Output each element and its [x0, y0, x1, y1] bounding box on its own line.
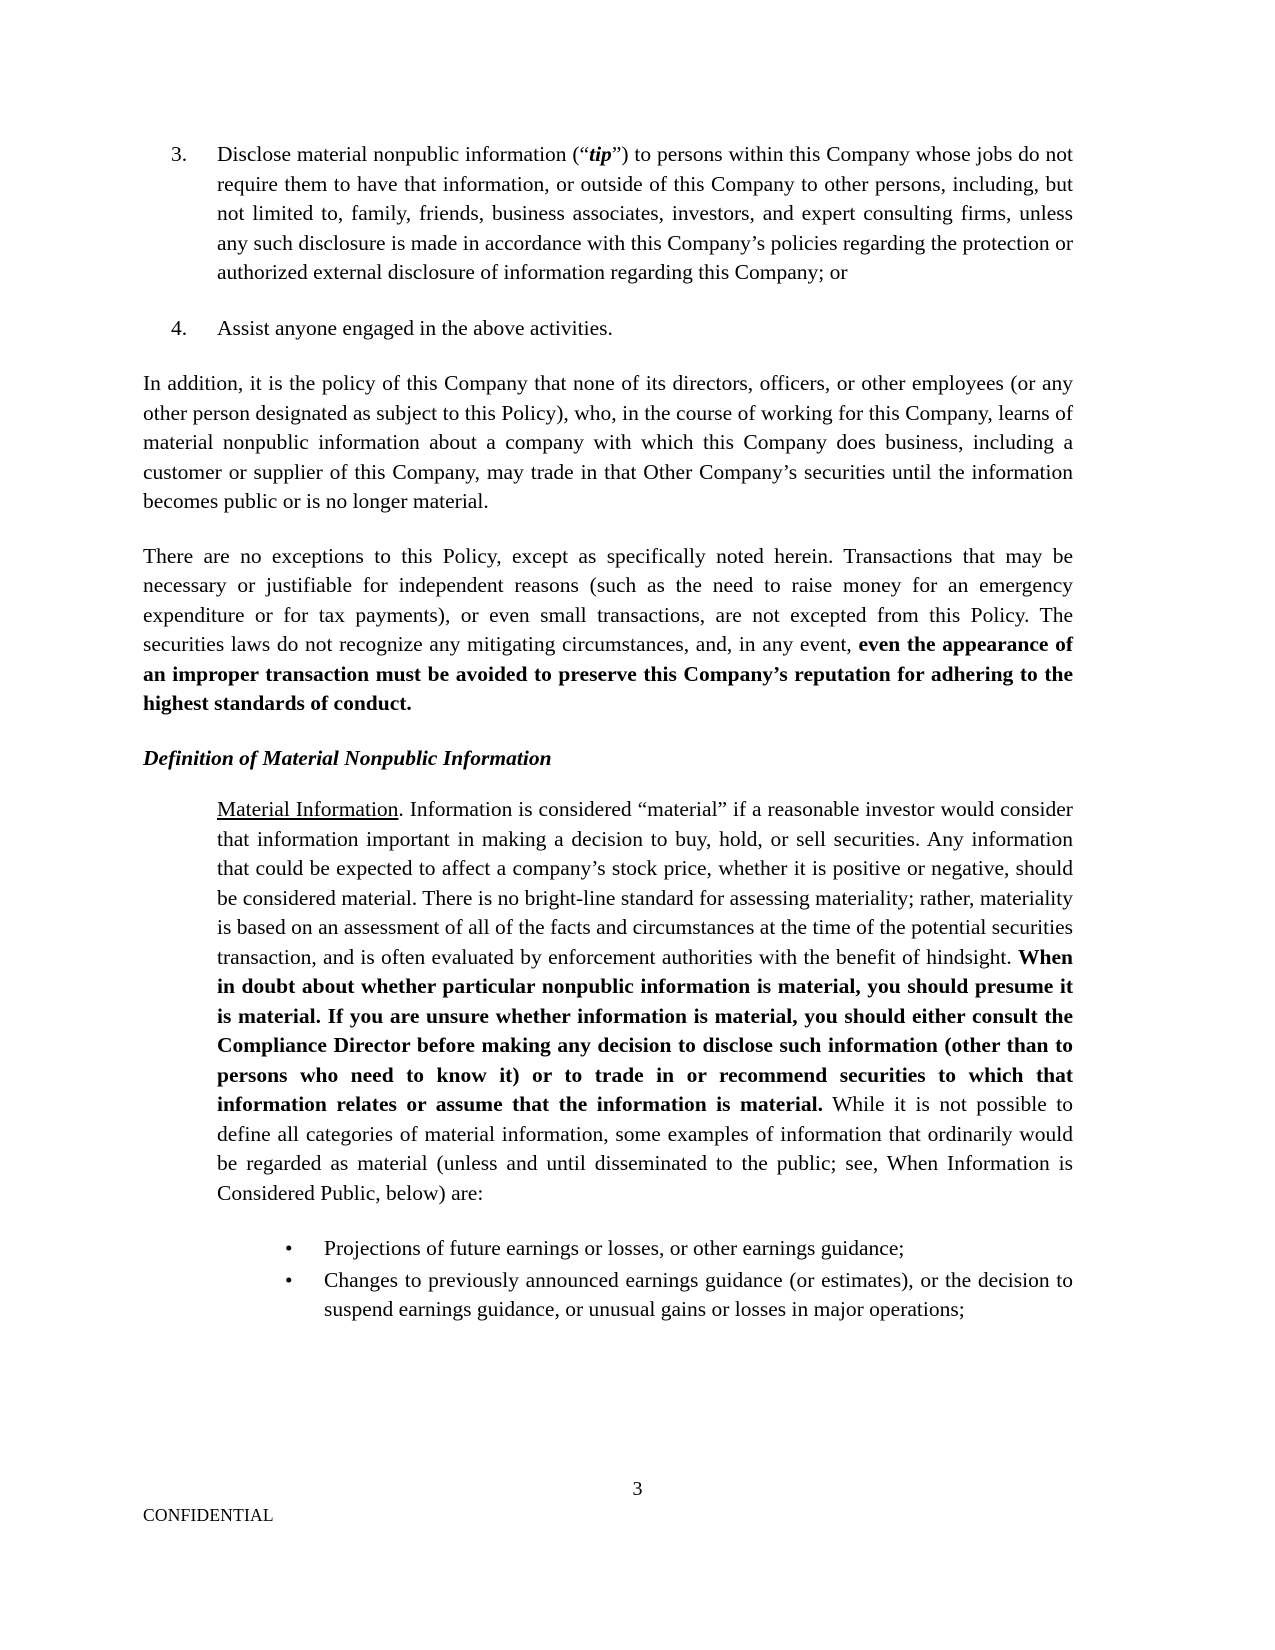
- paragraph-no-exceptions: [143, 542, 1073, 719]
- emphasis-tip: tip: [589, 142, 612, 166]
- list-item-3: [143, 140, 1073, 288]
- document-body: [143, 140, 1073, 1327]
- list-item-text: Assist anyone engaged in the above activities.: [217, 315, 613, 340]
- term-material-information: Material Information: [217, 797, 399, 821]
- material-info-text-1: . Information is considered “material” if a reasonable investor would consider that information important in making a decision to buy, hold, or sell securities. Any information that could be expected to affect a company’s stock price, whether it is positive or negative, should be considered material. There is no bright-line standard for assessing materiality; rather, materiality is based on an assessment of all of the facts and circumstances at the time of the potential securities transaction, and is often evaluated by enforcement authorities with the benefit of hindsight.: [217, 797, 1073, 969]
- numbered-list: [143, 140, 1073, 343]
- bullet-text: Changes to previously announced earnings guidance (or estimates), or the decision to suspend earnings guidance, or unusual gains or losses in major operations;: [324, 1267, 1073, 1321]
- page-number: 3: [632, 1478, 643, 1500]
- paragraph-bold-text: even the appearance of an improper transaction must be avoided to preserve this Company’s reputation for adhering to the highest standards of conduct.: [143, 632, 1073, 715]
- list-item: [280, 1266, 1073, 1325]
- list-item-number: 3.: [171, 142, 188, 166]
- paragraph-material-information: [217, 795, 1073, 1208]
- material-info-bold: When in doubt about whether particular nonpublic information is material, you should presume it is material. If you are unsure whether information is material, you should either consult the Compliance Director before making any decision to disclose such information (other than to persons who need to know it) or to trade in or recommend securities to which that information relates or assume that the information is material.: [217, 944, 1073, 1116]
- list-item: [280, 1234, 1073, 1264]
- examples-bullet-list: [280, 1234, 1073, 1325]
- material-information-block: [217, 795, 1073, 1208]
- list-item-text-after: ”) to persons within this Company whose jobs do not require them to have that information, or outside of this Company to other persons, including, but not limited to, family, friends, business associates, investors, and expert consulting firms, unless any such disclosure is made in accordance with this Company’s policies regarding the protection or authorized external disclosure of information regarding this Company; or: [217, 142, 1074, 284]
- paragraph-in-addition: In addition, it is the policy of this Company that none of its directors, officers, or other employees (or any other person designated as subject to this Policy), who, in the course of working for this Company, learns of material nonpublic information about a company with which this Company does business, including a customer or supplier of this Company, may trade in that Other Company’s securities until the information becomes public or is no longer material.: [143, 371, 1073, 513]
- list-item-text: [217, 140, 1073, 288]
- section-heading-definition: Definition of Material Nonpublic Information: [143, 745, 552, 770]
- paragraph-plain-text: There are no exceptions to this Policy, except as specifically noted herein. Transactions that may be necessary or justifiable for independent reasons (such as the need to raise money for an emergency expenditure or for tax payments), or even small transactions, are not excepted from this Policy. The securities laws do not recognize any mitigating circumstances, and, in any event,: [143, 543, 1073, 656]
- bullet-text: Projections of future earnings or losses, or other earnings guidance;: [324, 1236, 905, 1260]
- list-item-text-before: Disclose material nonpublic information (“: [217, 142, 590, 166]
- bullet-icon: •: [285, 1267, 293, 1292]
- material-info-text-2: While it is not possible to define all categories of material information, some examples of information that ordinarily would be regarded as material (unless and until disseminated to the public; see, When Information is Considered Public, below) are:: [217, 1092, 1073, 1205]
- bullet-icon: •: [285, 1236, 293, 1260]
- list-item-number: 4.: [171, 315, 188, 340]
- footer-confidential-label: CONFIDENTIAL: [143, 1505, 274, 1525]
- list-item-4: [143, 314, 1073, 344]
